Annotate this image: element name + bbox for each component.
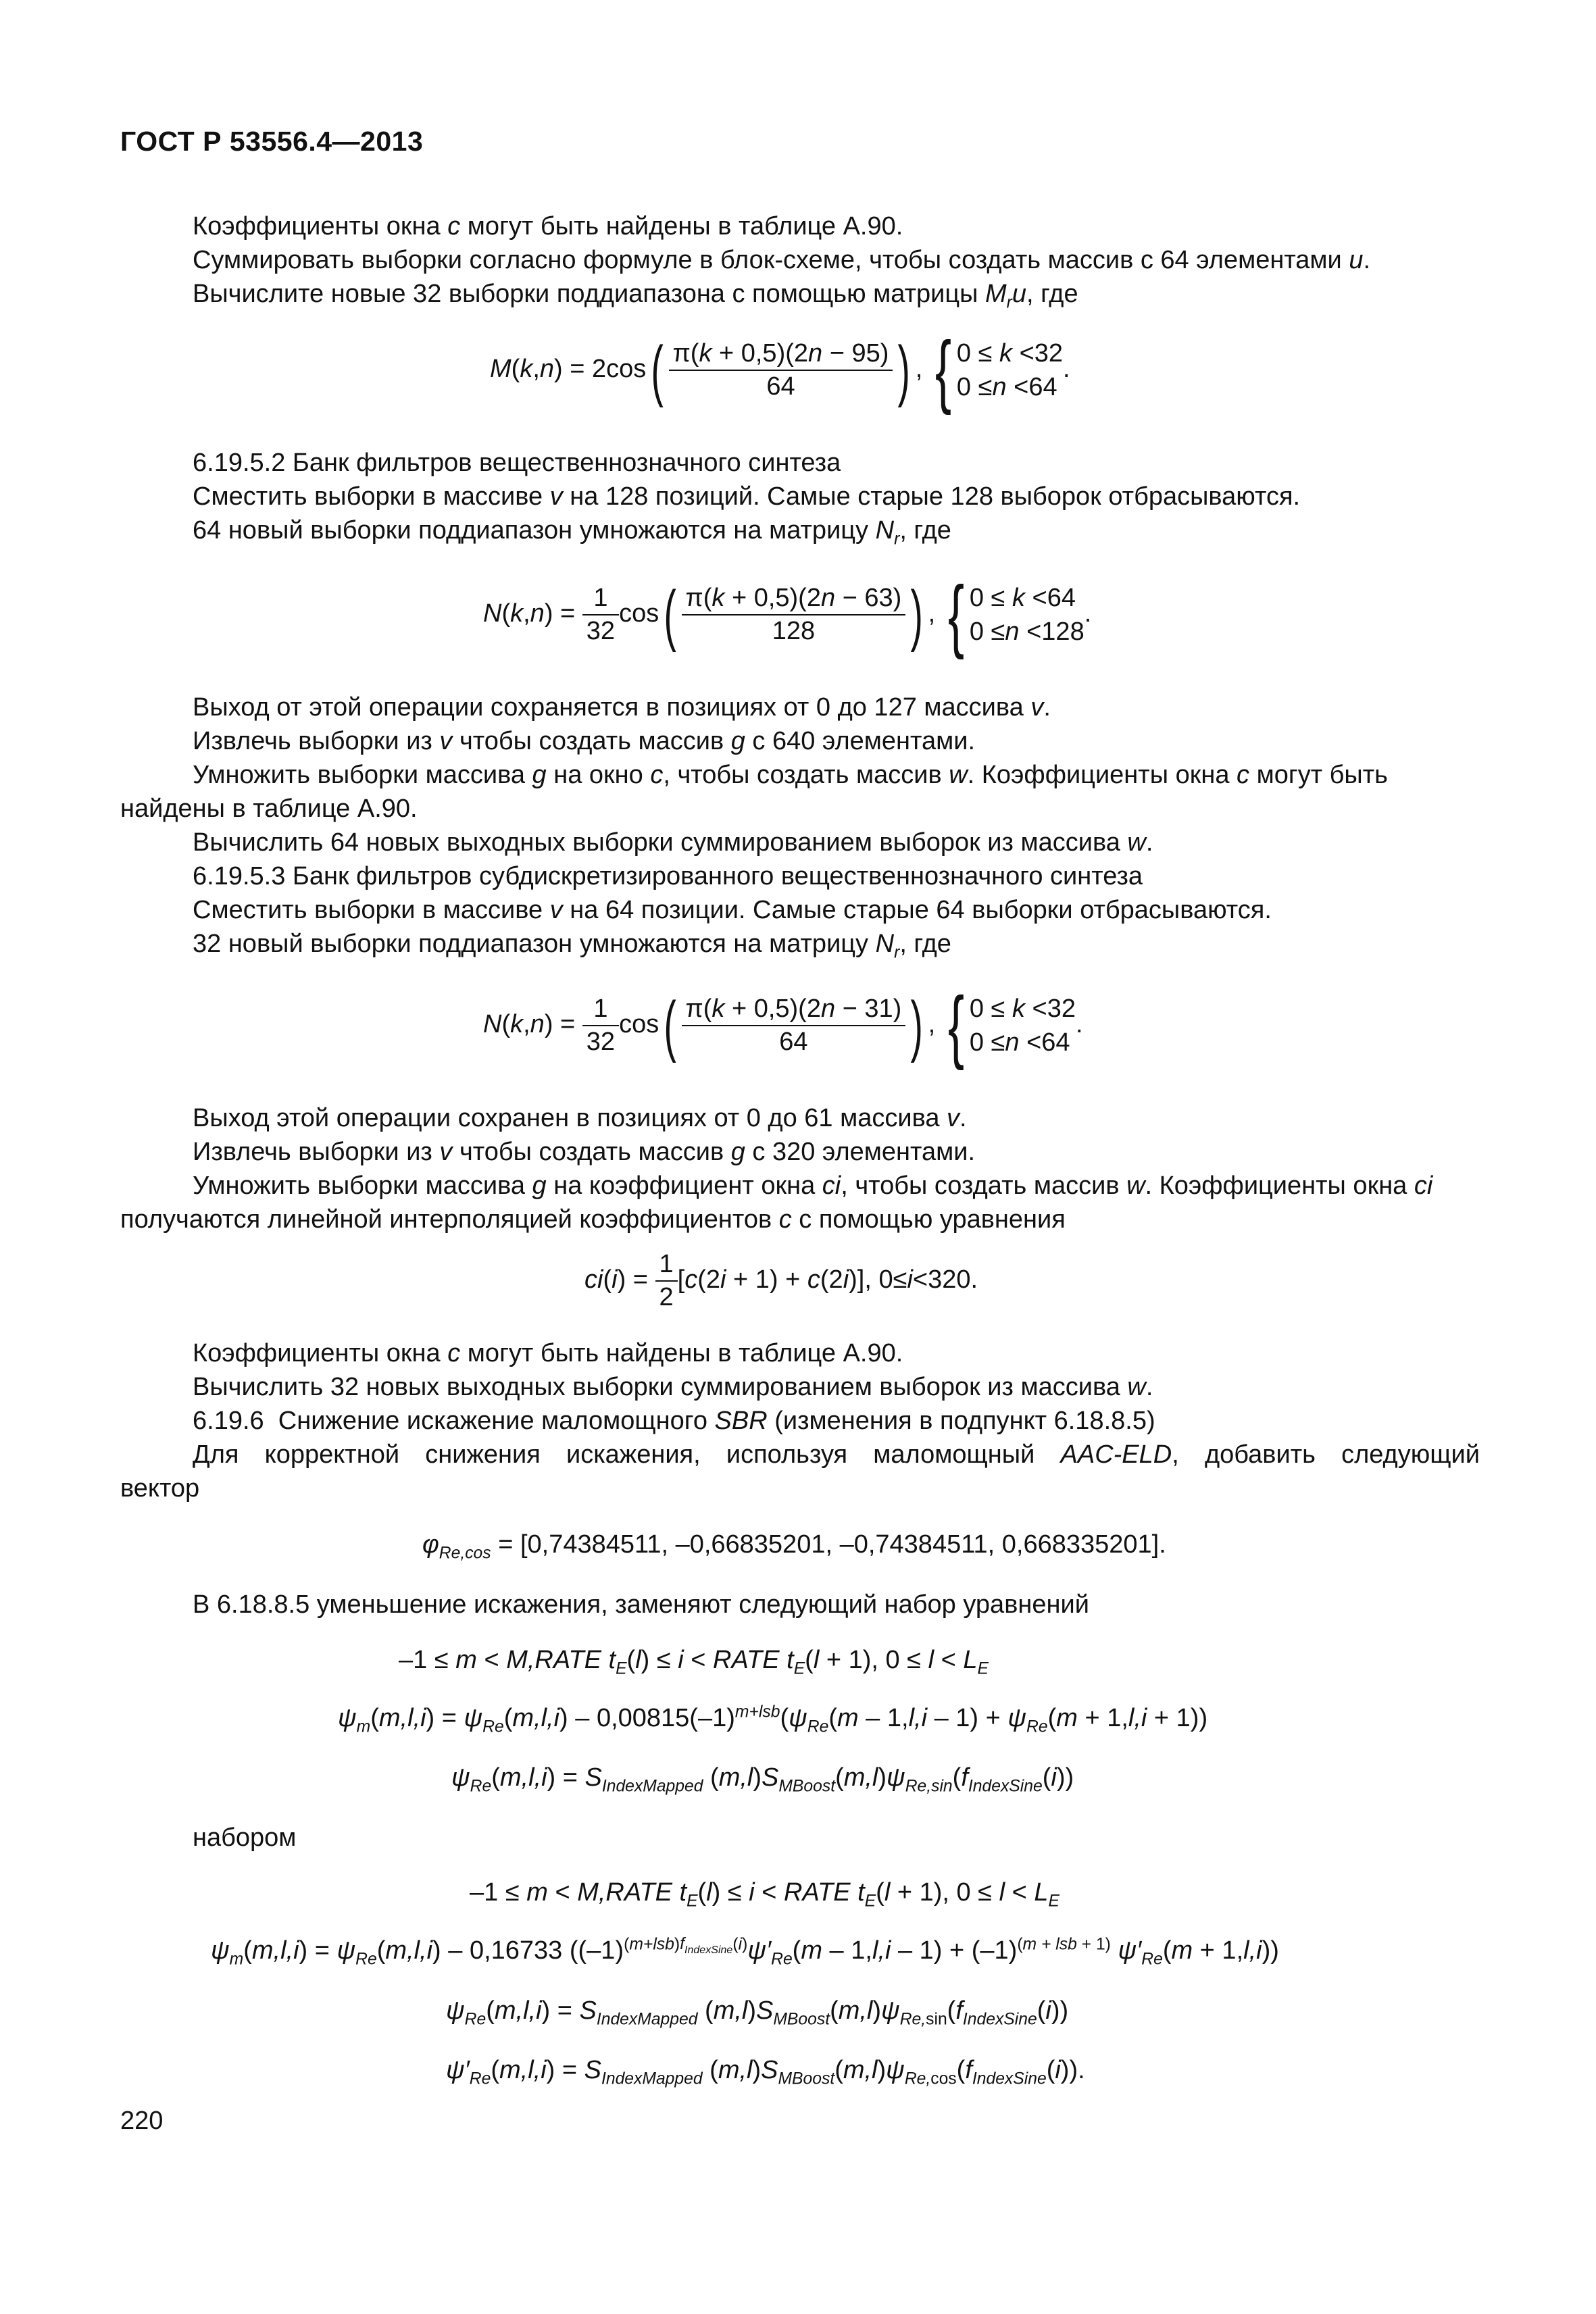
text-line: Извлечь выборки из v чтобы создать массив g с 320 элементами.	[193, 1138, 976, 1166]
text-line: Суммировать выборки согласно формуле в блок-схеме, чтобы создать массив c 64 элементами u.	[193, 246, 1371, 274]
text-line: Вычислить 32 новых выходных выборки суммированием выборок из массива w.	[193, 1373, 1153, 1401]
equation-old-3: $\psi_{Re}(m,l,i) = S_{IndexMapped}$ $(m,l)S_{MBoost}(m,l)\psi_{Re,sin}(f_{IndexSine}(i))$	[451, 1763, 1074, 1796]
text-line: Вычислите новые 32 выборки поддиапазона с помощью матрицы $M_ru$, где	[193, 280, 1078, 312]
text-line: Сместить выборки в массиве v на 128 позиций. Самые старые 128 выборок отбрасываются.	[193, 482, 1301, 511]
text-line: найдены в таблице А.90.	[120, 795, 418, 823]
section-heading: 6.19.5.2 Банк фильтров вещественнозначного синтеза	[193, 449, 841, 477]
equation-new-2: $\psi_m(m,l,i) = \psi_{Re}(m,l,i) - 0,16733$ ($(-1)^{(m+lsb)f_{IndexSine}(i)}\psi'_{Re}(m - 1,l,i - 1) + (-1)^{(m + lsb + 1)}$ $\psi'_{Re}(m + 1,l,i)$)	[211, 1935, 1279, 1969]
equation-n64: N(k,n) = $\frac{1}{32}$ cos( $\frac{\pi(k + 0,5)(2n - 31)}{64}$ ) , { 0 ≤ k <32 0 ≤n <64.	[483, 980, 1083, 1071]
phi-values: = [0,74384511, –0,66835201, –0,74384511, 0,668335201].	[498, 1530, 1166, 1559]
equation-old-2: $\psi_m(m,l,i) = \psi_{Re}(m,l,i) - 0,00815(-1)^{m+lsb}(\psi_{Re}(m - 1,l,i - 1) + \psi_{Re}(m + 1,l,i + 1))$	[338, 1703, 1208, 1736]
text-line: Умножить выборки массива g на окно c, чтобы создать массив w. Коэффициенты окна c могут быть	[193, 761, 1388, 789]
equation-new-1: –1 ≤ m < M,RATE $t_E(l) \le i$ < RATE $t_E(l + 1)$, $0 \le l < L_E$	[470, 1878, 1059, 1911]
text-line: Коэффициенты окна c могут быть найдены в таблице А.90.	[193, 1339, 903, 1367]
text-line: В 6.18.8.5 уменьшение искажения, заменяют следующий набор уравнений	[193, 1590, 1089, 1619]
equation-ci: ci(i) = $\frac{1}{2}$ [c(2i + 1) + c(2i)], 0≤i<320.	[584, 1250, 978, 1311]
equation-n128: N(k,n) = $\frac{1}{32}$ cos( $\frac{\pi(k + 0,5)(2n - 63)}{128}$ ) , { 0 ≤ k <64 0 ≤n <128.	[483, 570, 1092, 660]
section-heading: 6.19.5.3 Банк фильтров субдискретизированного вещественнозначного синтеза	[193, 862, 1143, 890]
text-line: 64 новый выборки поддиапазон умножаются на матрицу $N_r$, где	[193, 516, 951, 549]
text-line: Выход этой операции сохранен в позициях от 0 до 61 массива v.	[193, 1104, 967, 1132]
equation-old-1: –1 ≤ m < M,RATE $t_E(l) \le i$ < RATE $t_E(l + 1)$, $0 \le l < L_E$	[399, 1646, 989, 1678]
text-line: Сместить выборки в массиве v на 64 позиции. Самые старые 64 выборки отбрасываются.	[193, 896, 1272, 924]
text-line: Вычислить 64 новых выходных выборки суммированием выборок из массива w.	[193, 828, 1153, 857]
equation-new-4: $\psi'_{Re}(m,l,i) = S_{IndexMapped}$ $(m,l)S_{MBoost}(m,l)\psi_{Re,cos}(f_{IndexSine}(i))$.	[446, 2056, 1085, 2088]
equation-phi: $\varphi_{Re,cos} = [0,74384511$, –0,66835201, –0,74384511, 0,668335201].	[422, 1530, 1166, 1563]
equation-new-3: $\psi_{Re}(m,l,i) = S_{IndexMapped}$ $(m,l)S_{MBoost}(m,l)\psi_{Re,sin}(f_{IndexSine}(i))$	[446, 1996, 1069, 2029]
text-line: 32 новый выборки поддиапазон умножаются на матрицу $N_r$, где	[193, 930, 951, 962]
page-number: 220	[120, 2107, 164, 2135]
text-line-justified: Для корректной снижения искажения, используя маломощный AAC-ELD, добавить следующий	[193, 1440, 1480, 1469]
text-line: получаются линейной интерполяцией коэффициентов c с помощью уравнения	[120, 1205, 1066, 1234]
text-line: Выход от этой операции сохраняется в позициях от 0 до 127 массива v.	[193, 693, 1051, 722]
text-line: Коэффициенты окна c могут быть найдены в таблице А.90.	[193, 212, 903, 241]
text-line: вектор	[120, 1474, 200, 1503]
text-line: набором	[193, 1823, 297, 1852]
section-heading: 6.19.6 Снижение искажение маломощного SBR (изменения в подпункт 6.18.8.5)	[193, 1407, 1155, 1435]
text-line: Извлечь выборки из v чтобы создать массив g с 640 элементами.	[193, 727, 976, 755]
text-line: Умножить выборки массива g на коэффициент окна ci, чтобы создать массив w. Коэффициенты окна ci	[193, 1172, 1433, 1200]
equation-m: M(k,n) = 2cos( $\frac{\pi(k + 0,5)(2n - 95)}{64}$ ) , { 0 ≤ k <32 0 ≤n <64.	[490, 325, 1070, 416]
document-header: ГОСТ Р 53556.4—2013	[120, 126, 424, 157]
